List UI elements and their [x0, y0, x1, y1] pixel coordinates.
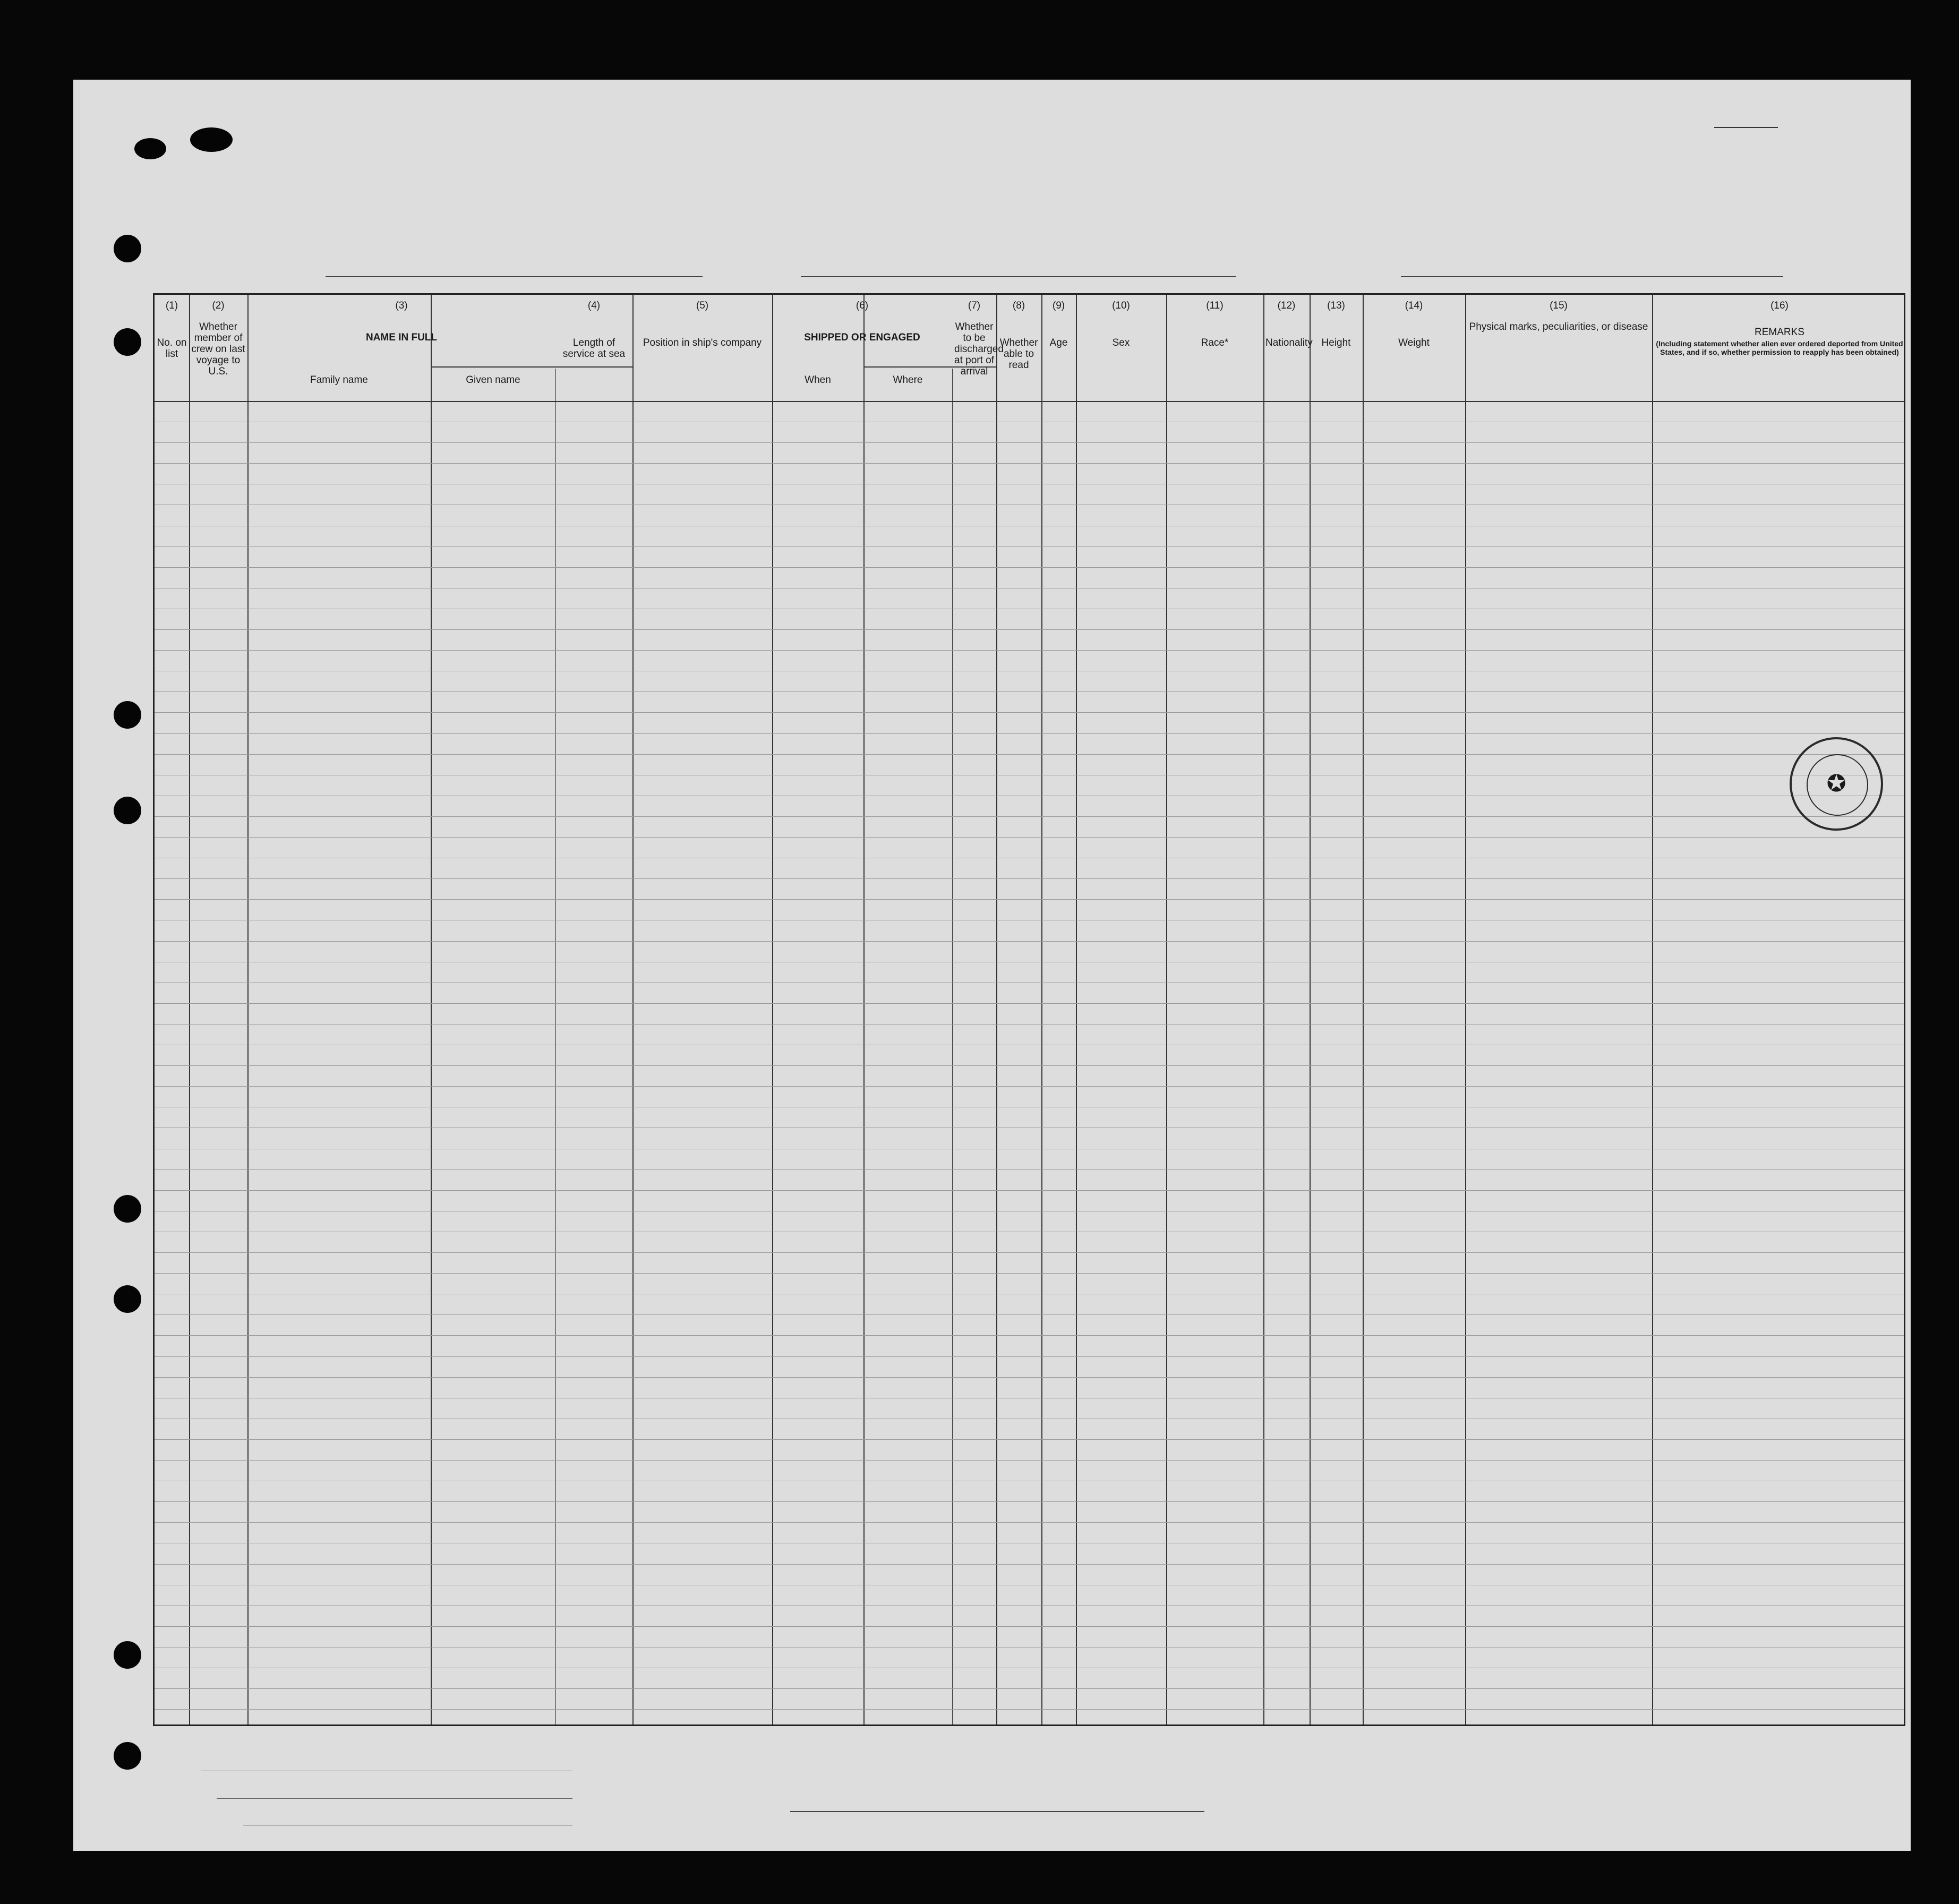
binder-hole: [114, 1742, 141, 1770]
column-note: (Including statement whether alien ever ordered deported from United States, and if so, whether permission to reapply has been obtained): [1656, 339, 1903, 356]
manifest-sheet: [73, 80, 1911, 1851]
ink-blot: [190, 127, 233, 152]
sheet-value: [1714, 127, 1778, 128]
column-number: (14): [1405, 300, 1423, 311]
crew-manifest-table: [153, 293, 1905, 1726]
column-number: (7): [968, 300, 981, 311]
column-subheader: When: [805, 374, 831, 386]
column-number: (5): [696, 300, 709, 311]
column-number: (10): [1112, 300, 1130, 311]
column-number: (12): [1277, 300, 1296, 311]
column-header: Weight: [1398, 337, 1430, 348]
column-number: (3): [395, 300, 408, 311]
column-subheader: Where: [893, 374, 923, 386]
column-header: No. on list: [157, 337, 187, 360]
column-number: (15): [1550, 300, 1568, 311]
column-number: (11): [1206, 300, 1224, 311]
consulate-stamp: [1790, 737, 1883, 831]
column-subheader: Family name: [310, 374, 368, 386]
column-number: (13): [1327, 300, 1345, 311]
column-header: Position in ship's company: [643, 337, 762, 348]
column-header: Age: [1049, 337, 1068, 348]
binder-hole: [114, 701, 141, 729]
column-number: (6): [856, 300, 869, 311]
column-header: Length of service at sea: [562, 337, 626, 360]
vessel-line: [73, 239, 1911, 281]
sheet-number: [1714, 116, 1778, 132]
column-header: Nationality: [1265, 337, 1313, 348]
column-number: (4): [587, 300, 601, 311]
binder-hole: [114, 1641, 141, 1669]
ink-blot: [134, 138, 166, 159]
column-header: NAME IN FULL: [365, 332, 438, 343]
binder-hole: [114, 797, 141, 824]
column-header: Height: [1321, 337, 1351, 348]
column-header: REMARKS: [1755, 327, 1804, 338]
binder-hole: [114, 1195, 141, 1223]
column-number: (1): [165, 300, 178, 311]
column-header: Whether able to read: [999, 337, 1038, 371]
column-header: Physical marks, peculiarities, or disease: [1469, 321, 1648, 332]
column-number: (2): [212, 300, 225, 311]
column-header: Whether member of crew on last voyage to U.S.: [191, 321, 245, 377]
column-header: Race*: [1201, 337, 1229, 348]
column-header: Sex: [1112, 337, 1130, 348]
column-header: SHIPPED OR ENGAGED: [804, 332, 920, 343]
column-number: (8): [1012, 300, 1025, 311]
column-number: (16): [1770, 300, 1789, 311]
column-number: (9): [1052, 300, 1065, 311]
binder-hole: [114, 328, 141, 356]
eagle-seal-icon: ✪: [1826, 771, 1846, 797]
binder-hole: [114, 1285, 141, 1313]
column-header: Whether to be discharged at port of arrival: [954, 321, 1004, 377]
column-subheader: Given name: [466, 374, 520, 386]
